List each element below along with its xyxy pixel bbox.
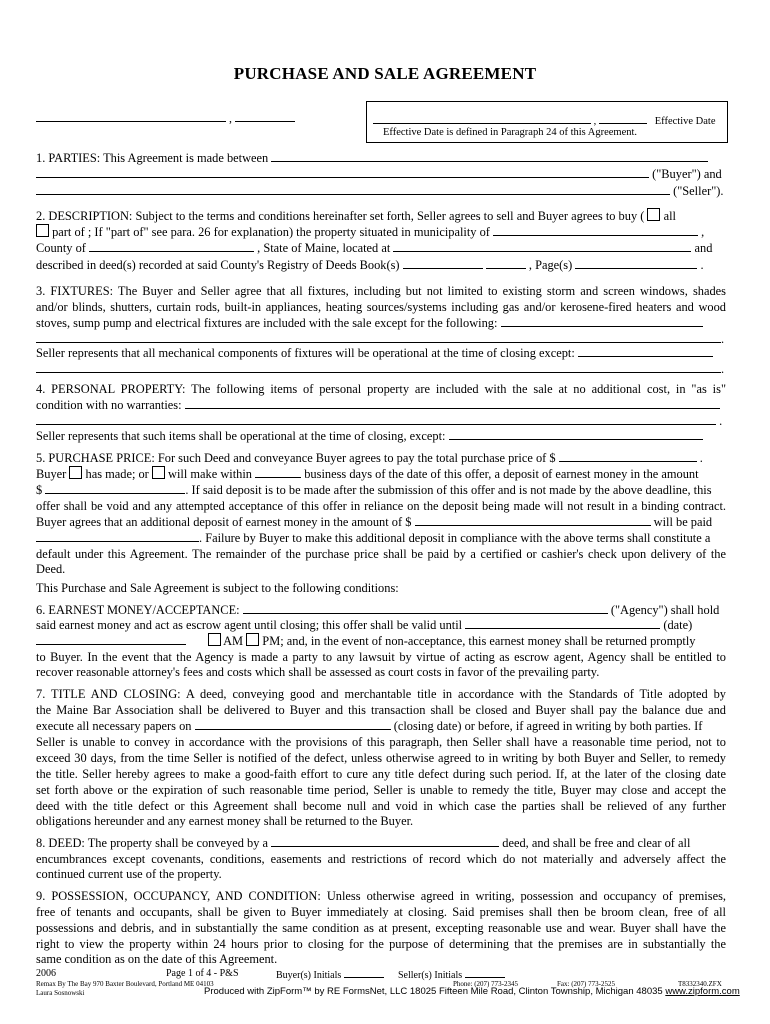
price-line-3: $ . If said deposit is to be made after the submission of this offer and is not made by the above deadline, this bbox=[36, 483, 712, 497]
date-line: , bbox=[36, 110, 295, 126]
fixtures-line-1: 3. FIXTURES: The Buyer and Seller agree that all fixtures, including but not limited to existing storm and screen windows, shades bbox=[36, 284, 726, 298]
parties-line-3: ("Seller"). bbox=[36, 183, 723, 200]
description-line-1: 2. DESCRIPTION: Subject to the terms and conditions hereinafter set forth, Seller agrees to sell and Buyer agrees to buy ( all bbox=[36, 209, 676, 223]
fixtures-exceptions-field[interactable] bbox=[501, 315, 703, 327]
title-line-1: 7. TITLE AND CLOSING: A deed, conveying good and merchantable title in accordance with the Standards of Title adopted by bbox=[36, 687, 726, 701]
possession-line-2: free of tenants and occupants, shall be given to Buyer immediately at closing. Said premises shall then be broom clean, free of all bbox=[36, 905, 726, 919]
possession-line-1: 9. POSSESSION, OCCUPANCY, AND CONDITION: Unless otherwise agreed in writing, possession and occupancy of premises, bbox=[36, 889, 726, 903]
parties-line-1: 1. PARTIES: This Agreement is made between bbox=[36, 150, 708, 167]
purchase-price-field[interactable] bbox=[559, 450, 697, 462]
title-line-6: the title. Seller hereby agrees to make a good-faith effort to cure any title defect during such period. If, at the later of the closing date bbox=[36, 767, 726, 781]
effective-date-label: Effective Date bbox=[654, 116, 716, 127]
all-checkbox[interactable] bbox=[647, 208, 660, 221]
earnest-line-1: 6. EARNEST MONEY/ACCEPTANCE: ("Agency") shall hold bbox=[36, 603, 720, 617]
personal-property-field-2[interactable] bbox=[36, 413, 716, 425]
am-checkbox[interactable] bbox=[208, 633, 221, 646]
possession-line-3: possessions and debris, and in substantially the same condition as at present, excepting reasonable use and wear. Buyer shall have the bbox=[36, 921, 726, 935]
seller-initials-field[interactable] bbox=[465, 968, 505, 978]
description-line-3: County of , State of Maine, located at and bbox=[36, 241, 713, 255]
title-line-3: execute all necessary papers on (closing date) or before, if agreed in writing by both parties. If bbox=[36, 719, 703, 733]
earnest-line-4: to Buyer. In the event that the Agency is made a party to any lawsuit by virtue of acting as escrow agent, Agency shall be entitled to bbox=[36, 650, 726, 664]
deposit-amount-field[interactable] bbox=[45, 482, 185, 494]
footer-agent: Laura Sosnowski bbox=[36, 989, 85, 997]
county-field[interactable] bbox=[89, 240, 254, 252]
effective-date-field[interactable] bbox=[373, 112, 591, 124]
title-line-2: the Maine Bar Association shall be delivered to Buyer and this transaction shall be closed and Buyer shall pay the balance due and bbox=[36, 703, 726, 717]
price-line-2: Buyer has made; or will make within business days of the date of this offer, a deposit of earnest money in the amount bbox=[36, 467, 699, 481]
footer-produced: Produced with ZipForm™ by RE FormsNet, LLC 18025 Fifteen Mile Road, Clinton Township, Michigan 48035 www.zipform.com bbox=[204, 986, 740, 997]
year-field[interactable] bbox=[235, 110, 295, 122]
title-line-5: exceed 30 days, from the time Seller is notified of the defect, unless otherwise agreed to in writing by both Buyer and Seller, to remedy bbox=[36, 751, 726, 765]
footer-page: Page 1 of 4 - P&S bbox=[166, 968, 239, 979]
title-line-4: Seller is unable to convey in accordance with the provisions of this paragraph, then Seller shall have a reasonable time period, not to bbox=[36, 735, 726, 749]
personal-property-line-blank: . bbox=[36, 413, 722, 430]
personal-property-line-3: Seller represents that such items shall be operational at the time of closing, except: bbox=[36, 428, 703, 445]
parties-line-2: ("Buyer") and bbox=[36, 166, 722, 183]
zipform-link[interactable]: www.zipform.com bbox=[665, 986, 740, 997]
buyer-initials: Buyer(s) Initials bbox=[276, 968, 384, 981]
buyer-initials-field[interactable] bbox=[344, 968, 384, 978]
mechanical-exceptions-field[interactable] bbox=[578, 345, 713, 357]
location-field[interactable] bbox=[393, 240, 691, 252]
book-field[interactable] bbox=[403, 257, 483, 269]
possession-line-4: right to view the property within 24 hours prior to closing for the purpose of determining that the premises are in substantially the bbox=[36, 937, 726, 951]
personal-property-line-1: 4. PERSONAL PROPERTY: The following items of personal property are included with the sale at no additional cost, in "as is" bbox=[36, 382, 726, 396]
price-line-5: Buyer agrees that an additional deposit of earnest money in the amount of $ will be paid bbox=[36, 515, 713, 529]
effective-year-field[interactable] bbox=[599, 112, 647, 124]
additional-deposit-date-field[interactable] bbox=[36, 530, 199, 542]
effective-date-note: Effective Date is defined in Paragraph 24 of this Agreement. bbox=[383, 127, 638, 138]
effective-date-box: , Effective Date Effective Date is defined in Paragraph 24 of this Agreement. bbox=[366, 101, 728, 143]
title-line-9: obligations hereunder and any earnest money shall be returned to the Buyer. bbox=[36, 814, 414, 828]
title-line-8: deed with the title defect or this Agreement shall become null and void in which case the parties shall be relieved of any further bbox=[36, 799, 726, 813]
deed-type-field[interactable] bbox=[271, 835, 499, 847]
earnest-line-5: recover reasonable attorney's fees and costs which shall be assessed as court costs in favor of the prevailing party. bbox=[36, 665, 600, 679]
fixtures-line-blank-2: . bbox=[36, 361, 724, 378]
footer-office: Remax By The Bay 970 Baxter Boulevard, Portland ME 04103 bbox=[36, 980, 214, 988]
pm-checkbox[interactable] bbox=[246, 633, 259, 646]
has-made-checkbox[interactable] bbox=[69, 466, 82, 479]
fixtures-line-4: Seller represents that all mechanical components of fixtures will be operational at the time of closing except: bbox=[36, 345, 713, 362]
possession-line-5: same condition as on the date of this Agreement. bbox=[36, 952, 278, 966]
footer-fax: Fax: (207) 773-2525 bbox=[557, 980, 615, 988]
deed-line-2: encumbrances except covenants, conditions, easements and restrictions of record which do not materially and adversely affect the bbox=[36, 852, 726, 866]
fixtures-line-3: stoves, sump pump and electrical fixtures are included with the sale except for the following: bbox=[36, 315, 703, 332]
book-field-2[interactable] bbox=[486, 257, 526, 269]
footer-phone: Phone: (207) 773-2345 bbox=[453, 980, 518, 988]
business-days-field[interactable] bbox=[255, 466, 301, 478]
parties-field[interactable] bbox=[271, 150, 708, 162]
additional-deposit-field[interactable] bbox=[415, 514, 651, 526]
personal-property-exceptions-field[interactable] bbox=[449, 428, 703, 440]
footer-form-id: T8332340.ZFX bbox=[678, 980, 722, 988]
price-line-6: . Failure by Buyer to make this additional deposit in compliance with the above terms shall constitute a bbox=[36, 530, 710, 547]
earnest-line-2: said earnest money and act as escrow agent until closing; this offer shall be valid until (date) bbox=[36, 618, 693, 632]
will-make-checkbox[interactable] bbox=[152, 466, 165, 479]
deed-line-3: continued current use of the property. bbox=[36, 867, 222, 881]
page-field[interactable] bbox=[575, 257, 697, 269]
deed-line-1: 8. DEED: The property shall be conveyed by a deed, and shall be free and clear of all bbox=[36, 836, 691, 850]
fixtures-exceptions-field-2[interactable] bbox=[36, 331, 721, 343]
earnest-line-3: AM PM; and, in the event of non-acceptance, this earnest money shall be returned promptly bbox=[36, 633, 696, 650]
buyer-name-field[interactable] bbox=[36, 166, 649, 178]
title-line-7: set forth above or the expiration of such reasonable time period, Seller is unable to remedy the title, Buyer may close and accept the bbox=[36, 783, 726, 797]
price-line-8: Deed. bbox=[36, 562, 66, 576]
fixtures-line-2: and/or blinds, shutters, curtain rods, built-in appliances, heating sources/systems including gas and/or kerosene-fired heaters and wood bbox=[36, 300, 726, 314]
document-title: PURCHASE AND SALE AGREEMENT bbox=[233, 64, 537, 83]
price-line-7: default under this Agreement. The remainder of the purchase price shall be paid by a certified or cashier's check upon delivery of the bbox=[36, 547, 726, 561]
valid-until-date-field[interactable] bbox=[465, 617, 660, 629]
price-line-4: offer shall be void and any attempted acceptance of this offer in reliance on the deposit being made will not result in a binding contract. bbox=[36, 499, 726, 513]
footer-year: 2006 bbox=[36, 968, 56, 979]
conditions-line: This Purchase and Sale Agreement is subject to the following conditions: bbox=[36, 581, 399, 595]
description-line-2: part of ; If "part of" see para. 26 for explanation) the property situated in municipality of , bbox=[36, 224, 704, 241]
agency-field[interactable] bbox=[243, 602, 608, 614]
fixtures-line-blank: . bbox=[36, 331, 724, 348]
price-line-1: 5. PURCHASE PRICE: For such Deed and conveyance Buyer agrees to pay the total purchase price of $ . bbox=[36, 451, 703, 465]
personal-property-line-2: condition with no warranties: bbox=[36, 397, 720, 414]
valid-until-time-field[interactable] bbox=[36, 633, 186, 645]
seller-name-field[interactable] bbox=[36, 183, 670, 195]
municipality-field[interactable] bbox=[493, 224, 698, 236]
part-of-checkbox[interactable] bbox=[36, 224, 49, 237]
closing-date-field[interactable] bbox=[195, 718, 391, 730]
personal-property-field[interactable] bbox=[185, 397, 720, 409]
description-line-4: described in deed(s) recorded at said County's Registry of Deeds Book(s) , Page(s) . bbox=[36, 258, 704, 272]
seller-initials: Seller(s) Initials bbox=[398, 968, 505, 981]
mechanical-exceptions-field-2[interactable] bbox=[36, 361, 721, 373]
date-field[interactable] bbox=[36, 110, 226, 122]
